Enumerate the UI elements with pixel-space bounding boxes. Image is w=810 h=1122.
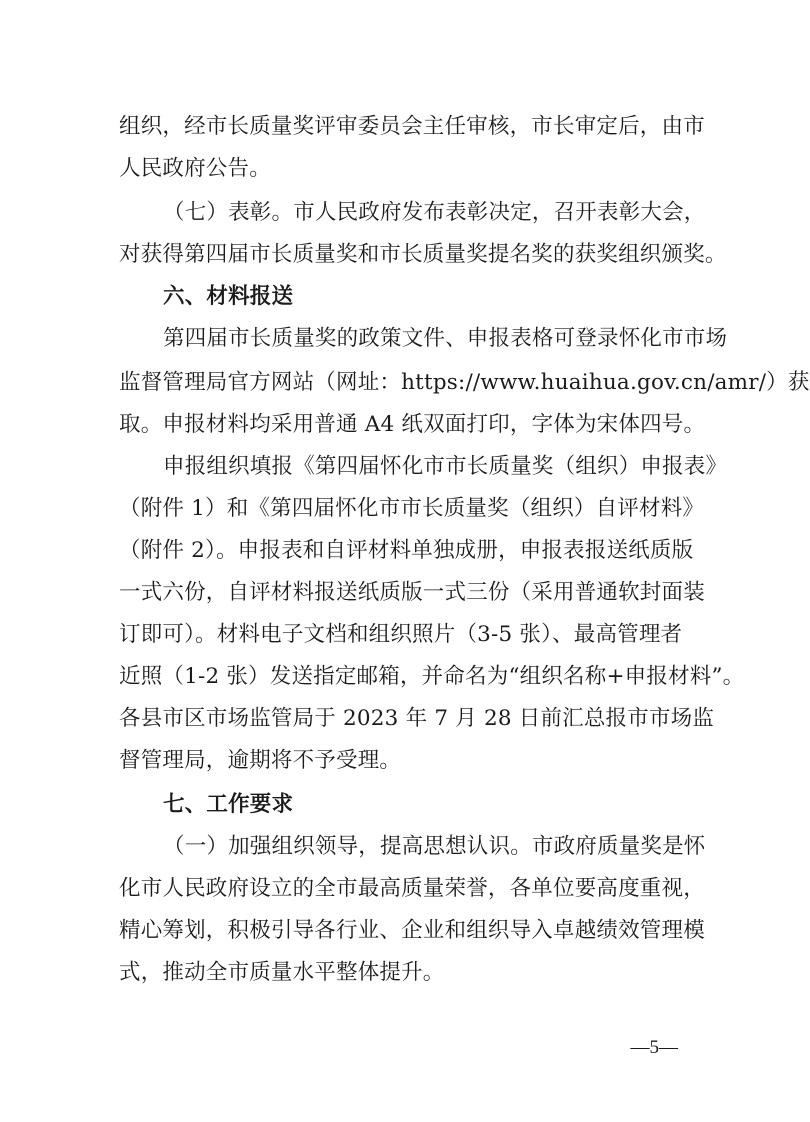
- paragraph-line: 取。申报材料均采用普通 A4 纸双面打印，字体为宋体四号。: [119, 412, 706, 437]
- paragraph-line: 监督管理局官方网站（网址：https://www.huaihua.gov.cn/amr/）获: [119, 370, 810, 395]
- paragraph-line: 订即可）。材料电子文档和组织照片（3-5 张）、最高管理者: [119, 622, 683, 647]
- page-number: —5—: [630, 1037, 678, 1058]
- paragraph-line: 近照（1-2 张）发送指定邮箱，并命名为“组织名称+申报材料”。: [119, 664, 745, 689]
- paragraph-line: 第四届市长质量奖的政策文件、申报表格可登录怀化市市场: [163, 326, 728, 351]
- paragraph-line: 组织，经市长质量奖评审委员会主任审核，市长审定后，由市: [119, 114, 705, 139]
- paragraph-line: （附件 1）和《第四届怀化市市长质量奖（组织）自评材料》: [119, 496, 705, 521]
- paragraph-line: 式，推动全市质量水平整体提升。: [119, 960, 445, 985]
- paragraph-line: 精心筹划，积极引导各行业、企业和组织导入卓越绩效管理模: [119, 918, 705, 943]
- section-heading: 七、工作要求: [163, 792, 294, 817]
- paragraph-line: （七）表彰。市人民政府发布表彰决定，召开表彰大会，: [163, 200, 706, 225]
- paragraph-line: 化市人民政府设立的全市最高质量荣誉，各单位要高度重视，: [119, 876, 705, 901]
- paragraph-line: 督管理局，逾期将不予受理。: [119, 748, 402, 773]
- paragraph-line: 申报组织填报《第四届怀化市市长质量奖（组织）申报表》: [163, 454, 728, 479]
- paragraph-line: （附件 2）。申报表和自评材料单独成册，申报表报送纸质版: [119, 538, 694, 563]
- paragraph-line: 人民政府公告。: [119, 156, 271, 181]
- section-heading: 六、材料报送: [163, 284, 294, 309]
- paragraph-line: 对获得第四届市长质量奖和市长质量奖提名奖的获奖组织颁奖。: [119, 242, 727, 267]
- paragraph-line: （一）加强组织领导，提高思想认识。市政府质量奖是怀: [163, 834, 706, 859]
- paragraph-line: 各县市区市场监管局于 2023 年 7 月 28 日前汇总报市市场监: [119, 706, 715, 731]
- paragraph-line: 一式六份，自评材料报送纸质版一式三份（采用普通软封面装: [119, 580, 705, 605]
